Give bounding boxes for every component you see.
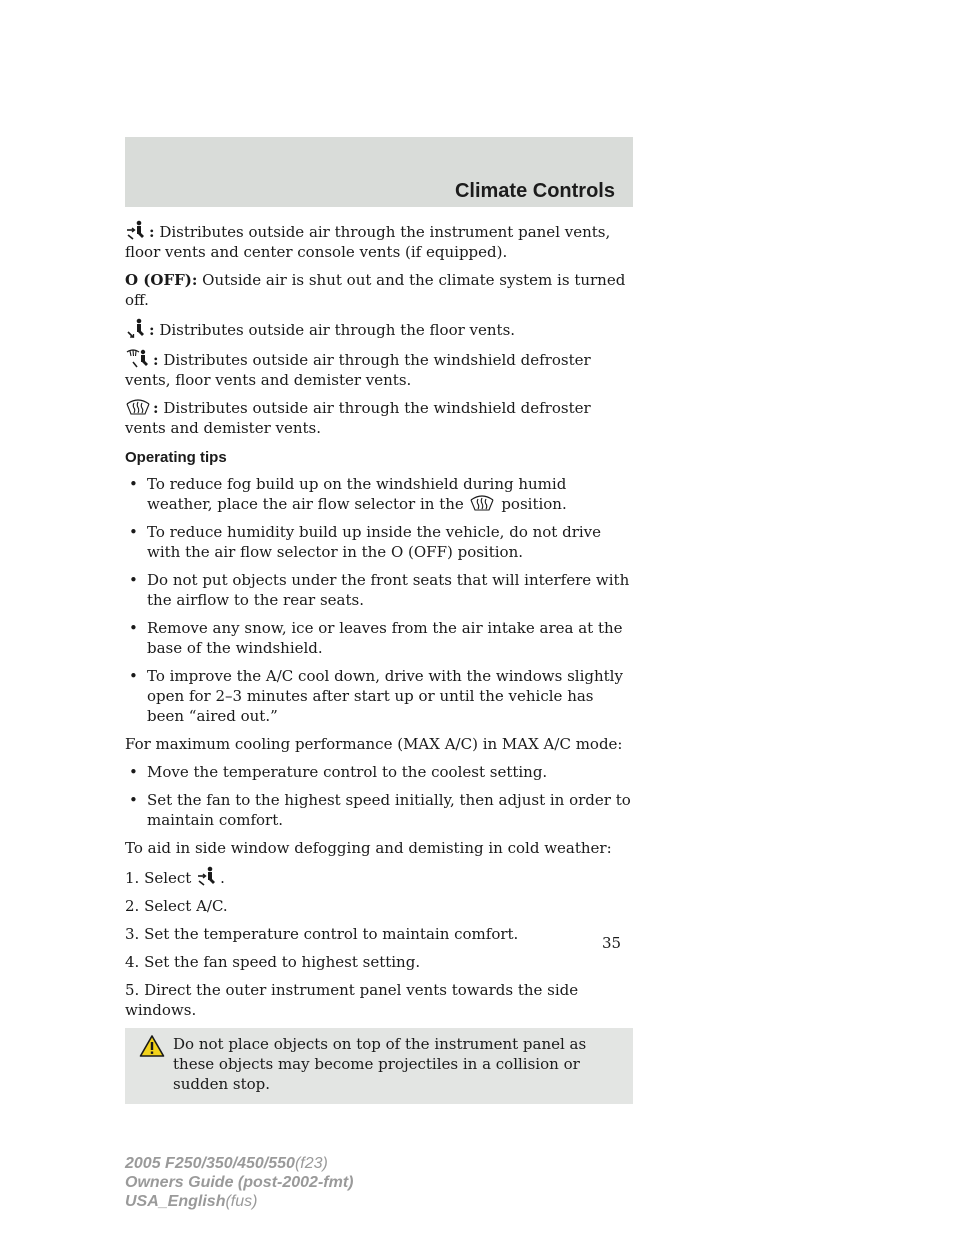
defog-step-1 xyxy=(125,866,633,888)
defog-step: 4. Set the fan speed to highest setting. xyxy=(125,953,421,971)
mode-term: : xyxy=(153,351,159,369)
bullet: • xyxy=(129,667,138,685)
tip-text: position. xyxy=(501,495,567,513)
mode-floor-defrost xyxy=(125,348,633,390)
page-content xyxy=(125,220,633,1104)
defog-step: 2. Select A/C. xyxy=(125,897,228,915)
panel-floor-vent-icon xyxy=(125,220,147,240)
list-item xyxy=(125,666,633,726)
defog-step: 3. Set the temperature control to maintain comfort. xyxy=(125,925,519,943)
list-item xyxy=(125,522,633,562)
max-cooling-list xyxy=(125,762,633,830)
page-number: 35 xyxy=(602,934,622,952)
footer-language: USA_English xyxy=(125,1193,226,1210)
header-band xyxy=(125,137,633,207)
defog-step: 5. Direct the outer instrument panel vents towards the side windows. xyxy=(125,981,579,1019)
floor-vent-icon xyxy=(125,318,147,338)
floor-defrost-icon xyxy=(125,348,151,368)
list-item xyxy=(125,618,633,658)
step-text: 1. Select xyxy=(125,869,192,887)
warning-box xyxy=(125,1028,633,1104)
footer xyxy=(125,1154,353,1211)
mode-description: Distributes outside air through the windshield defroster vents, floor vents and demister vents. xyxy=(125,351,591,389)
mode-description: Distributes outside air through the windshield defroster vents and demister vents. xyxy=(125,399,591,437)
mode-panel-floor xyxy=(125,220,633,262)
tip-text: To reduce humidity build up inside the vehicle, do not drive with the air flow selector in the O (OFF) position. xyxy=(147,523,602,561)
bullet: • xyxy=(129,475,138,493)
tip-text: To reduce fog build up on the windshield during humid weather, place the air flow selector in the xyxy=(147,475,567,513)
bullet: • xyxy=(129,523,138,541)
bullet: • xyxy=(129,791,138,809)
operating-tips-list xyxy=(125,474,633,726)
tip-text: To improve the A/C cool down, drive with the windows slightly open for 2–3 minutes after start up or until the vehicle has been “aired out.” xyxy=(147,667,623,725)
list-item xyxy=(125,570,633,610)
max-cooling-intro: For maximum cooling performance (MAX A/C) in MAX A/C mode: xyxy=(125,735,623,753)
list-item xyxy=(125,762,633,782)
footer-code: (f23) xyxy=(294,1155,328,1172)
bullet: • xyxy=(129,571,138,589)
mode-defrost xyxy=(125,398,633,438)
defrost-icon xyxy=(125,398,151,416)
list-item xyxy=(125,790,633,830)
list-item-text: Move the temperature control to the coolest setting. xyxy=(147,763,548,781)
mode-description: Distributes outside air through the instrument panel vents, floor vents and center console vents (if equipped). xyxy=(125,223,611,261)
bullet: • xyxy=(129,619,138,637)
mode-term: : xyxy=(149,223,155,241)
mode-term: : xyxy=(149,321,155,339)
warning-icon xyxy=(139,1034,165,1063)
list-item xyxy=(125,474,633,514)
mode-term: O (OFF): xyxy=(125,271,198,289)
section-title: Climate Controls xyxy=(454,180,615,202)
footer-line-2: Owners Guide (post-2002-fmt) xyxy=(125,1174,354,1191)
mode-off xyxy=(125,270,633,310)
panel-floor-vent-icon xyxy=(196,866,218,886)
mode-floor xyxy=(125,318,633,340)
tip-text: Remove any snow, ice or leaves from the air intake area at the base of the windshield. xyxy=(147,619,623,657)
tip-text: Do not put objects under the front seats that will interfere with the airflow to the rear seats. xyxy=(147,571,630,609)
operating-tips-heading: Operating tips xyxy=(125,449,227,466)
defog-intro: To aid in side window defogging and demisting in cold weather: xyxy=(125,839,612,857)
mode-term: : xyxy=(153,399,159,417)
step-text: . xyxy=(220,869,225,887)
footer-code: (fus) xyxy=(225,1193,258,1210)
footer-model: 2005 F250/350/450/550 xyxy=(125,1155,295,1172)
mode-description: Distributes outside air through the floor vents. xyxy=(159,321,516,339)
list-item-text: Set the fan to the highest speed initially, then adjust in order to maintain comfort. xyxy=(147,791,631,829)
defrost-icon xyxy=(469,494,495,512)
bullet: • xyxy=(129,763,138,781)
warning-text: Do not place objects on top of the instrument panel as these objects may become projectiles in a collision or sudden stop. xyxy=(173,1035,587,1093)
footer-line-3 xyxy=(125,1192,353,1211)
footer-line-1 xyxy=(125,1154,353,1173)
mode-description: Outside air is shut out and the climate system is turned off. xyxy=(125,271,626,309)
